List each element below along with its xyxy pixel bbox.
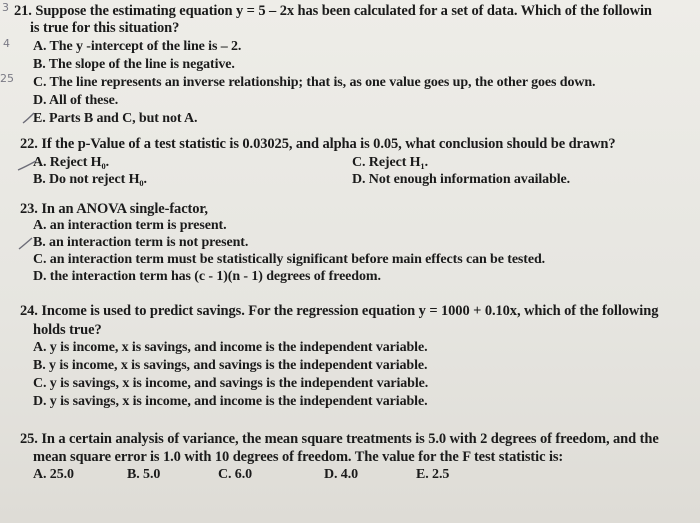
question-25-option-a: A. 25.0 — [33, 467, 74, 482]
pencil-check-icon — [16, 159, 38, 173]
question-25-option-e: E. 2.5 — [416, 467, 450, 482]
question-21-option-a: A. The y -intercept of the line is – 2. — [33, 39, 242, 54]
question-22-option-a: A. Reject H₀. — [33, 155, 109, 170]
margin-mark: 25 — [0, 72, 14, 85]
question-24-option-c: C. y is savings, x is income, and savings is the independent variable. — [33, 376, 429, 391]
question-22-option-c: C. Reject H₁. — [352, 155, 428, 170]
question-21-option-e: E. Parts B and C, but not A. — [33, 111, 198, 126]
question-24-option-d: D. y is savings, x is income, and income is the independent variable. — [33, 394, 428, 409]
question-24-option-a: A. y is income, x is savings, and income is the independent variable. — [33, 340, 428, 355]
question-23-option-b: B. an interaction term is not present. — [33, 235, 249, 250]
question-21-option-c: C. The line represents an inverse relationship; that is, as one value goes up, the other goes down. — [33, 75, 596, 90]
question-22-stem: 22. If the p-Value of a test statistic is 0.03025, and alpha is 0.05, what conclusion should be drawn? — [20, 136, 616, 152]
question-21-option-d: D. All of these. — [33, 93, 119, 108]
question-25-option-b: B. 5.0 — [127, 467, 161, 482]
question-22-option-d: D. Not enough information available. — [352, 172, 571, 187]
question-25-stem: 25. In a certain analysis of variance, the mean square treatments is 5.0 with 2 degrees of freedom, and the — [20, 431, 659, 447]
question-25-option-d: D. 4.0 — [324, 467, 359, 482]
question-23-option-d: D. the interaction term has (c - 1)(n - 1) degrees of freedom. — [33, 269, 381, 284]
question-23-stem: 23. In an ANOVA single-factor, — [20, 201, 208, 217]
question-24-stem: 24. Income is used to predict savings. For the regression equation y = 1000 + 0.10x, which of the following — [20, 303, 659, 319]
margin-mark: 4 — [3, 37, 10, 50]
question-21-option-b: B. The slope of the line is negative. — [33, 57, 235, 72]
pencil-check-icon — [17, 236, 35, 252]
question-25-stem-cont: mean square error is 1.0 with 10 degrees of freedom. The value for the F test statistic is: — [33, 449, 564, 465]
question-24-option-b: B. y is income, x is savings, and savings is the independent variable. — [33, 358, 428, 373]
question-24-stem-cont: holds true? — [33, 322, 102, 338]
margin-mark: 3 — [2, 1, 9, 14]
question-21-stem: 21. Suppose the estimating equation y = 5 – 2x has been calculated for a set of data. Which of the followin — [14, 3, 652, 19]
question-25-option-c: C. 6.0 — [218, 467, 253, 482]
question-23-option-c: C. an interaction term must be statistically significant before main effects can be tested. — [33, 252, 546, 267]
pencil-check-icon — [21, 111, 37, 127]
question-23-option-a: A. an interaction term is present. — [33, 218, 227, 233]
question-22-option-b: B. Do not reject H₀. — [33, 172, 147, 187]
question-21-stem-cont: is true for this situation? — [30, 20, 180, 36]
